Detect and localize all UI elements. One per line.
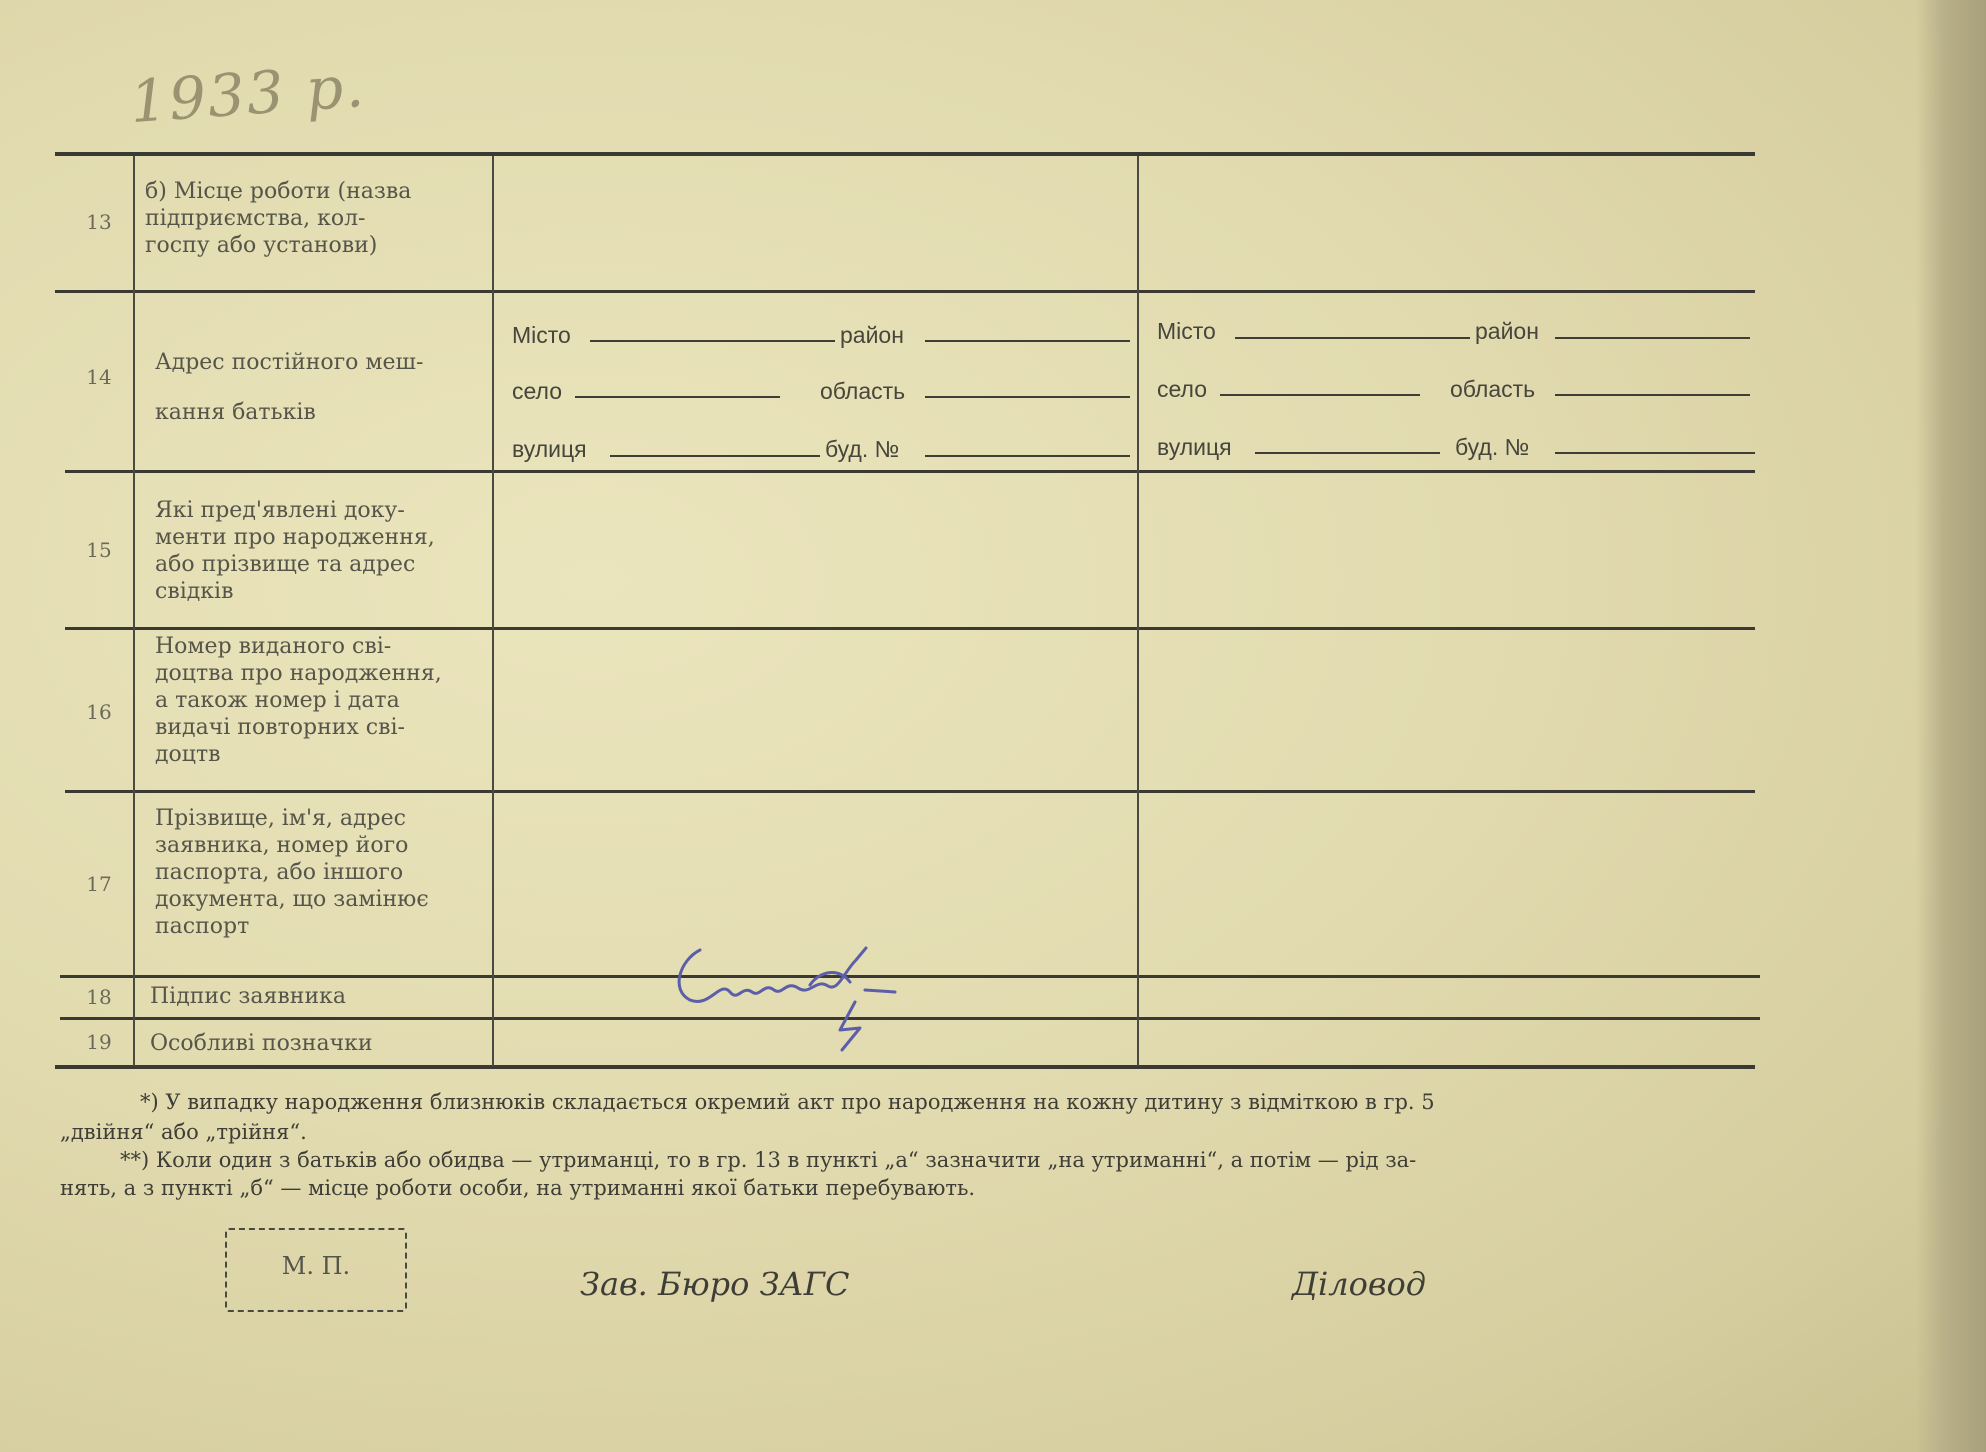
row-label-15: Які пред'явлені доку- менти про народження, або прізвище та адрес свідків xyxy=(155,498,435,604)
row-number-14: 14 xyxy=(86,365,112,389)
mother-village-label: село xyxy=(1157,376,1207,402)
father-region-line xyxy=(925,396,1130,398)
col-divider-number xyxy=(133,156,135,1066)
registry-head-signature-label: Зав. Бюро ЗАГС xyxy=(580,1265,850,1303)
col-divider-parents xyxy=(1137,156,1139,1066)
page-edge-shadow xyxy=(1916,0,1986,1452)
mother-street-label: вулиця xyxy=(1157,434,1232,460)
father-village-line xyxy=(575,396,780,398)
father-region-label: область xyxy=(820,378,906,404)
father-street-label: вулиця xyxy=(512,436,587,462)
father-city-line xyxy=(590,340,835,342)
mother-house-line xyxy=(1555,452,1755,454)
col-divider-label xyxy=(492,156,494,1066)
footnote-dependents-line2: нять, а з пункті „б“ — місце роботи особи, на утриманні якої батьки перебувають. xyxy=(60,1176,976,1200)
mother-city-line xyxy=(1235,337,1470,339)
row-label-17: Прізвище, ім'я, адрес заявника, номер його паспорта, або іншого документа, що замінює паспорт xyxy=(155,806,429,939)
row-number-13: 13 xyxy=(86,210,112,234)
mother-house-label: буд. № xyxy=(1455,434,1530,460)
rule-top xyxy=(55,152,1755,156)
father-district-line xyxy=(925,340,1130,342)
row-label-18: Підпис заявника xyxy=(150,984,346,1009)
father-district-label: район xyxy=(840,322,904,348)
mother-village-line xyxy=(1220,394,1420,396)
mother-district-label: район xyxy=(1475,318,1539,344)
father-house-line xyxy=(925,455,1130,457)
rule-14-15 xyxy=(65,470,1755,473)
row-number-19: 19 xyxy=(86,1030,112,1054)
row-number-18: 18 xyxy=(86,985,112,1009)
row-label-16: Номер виданого сві- доцтва про народження, а також номер і дата видачі повторних сві- доцтв xyxy=(155,634,442,767)
row-label-19: Особливі позначки xyxy=(150,1031,373,1056)
mother-region-line xyxy=(1555,394,1750,396)
stamp-placeholder xyxy=(225,1228,407,1312)
row-number-16: 16 xyxy=(86,700,112,724)
row-label-13: б) Місце роботи (назва підприємства, кол- госпу або установи) xyxy=(145,179,412,258)
row-number-17: 17 xyxy=(86,872,112,896)
rule-bottom xyxy=(55,1065,1755,1069)
stamp-label: М. П. xyxy=(281,1252,351,1280)
footnote-dependents-line1: **) Коли один з батьків або обидва — утриманці, то в гр. 13 в пункті „а“ зазначити „на утриманні“, а потім — рід за- xyxy=(120,1148,1417,1172)
mother-street-line xyxy=(1255,452,1440,454)
footnote-twins-line2: „двійня“ або „трійня“. xyxy=(60,1120,307,1144)
mother-district-line xyxy=(1555,337,1750,339)
mother-city-label: Місто xyxy=(1157,318,1216,344)
rule-15-16 xyxy=(65,627,1755,630)
footnote-twins-line1: *) У випадку народження близнюків складається окремий акт про народження на кожну дитину з відміткою в гр. 5 xyxy=(140,1090,1435,1114)
row-number-15: 15 xyxy=(86,538,112,562)
rule-13-14 xyxy=(55,290,1755,293)
father-street-line xyxy=(610,455,820,457)
father-village-label: село xyxy=(512,378,562,404)
mother-region-label: область xyxy=(1450,376,1536,402)
row-label-14: Адрес постійного меш- кання батьків xyxy=(155,350,424,425)
rule-16-17 xyxy=(65,790,1755,793)
father-house-label: буд. № xyxy=(825,436,900,462)
applicant-signature-scribble xyxy=(660,930,930,1060)
clerk-signature-label: Діловод xyxy=(1292,1265,1427,1303)
handwritten-year-note: 1933 р. xyxy=(127,51,368,137)
father-city-label: Місто xyxy=(512,322,571,348)
